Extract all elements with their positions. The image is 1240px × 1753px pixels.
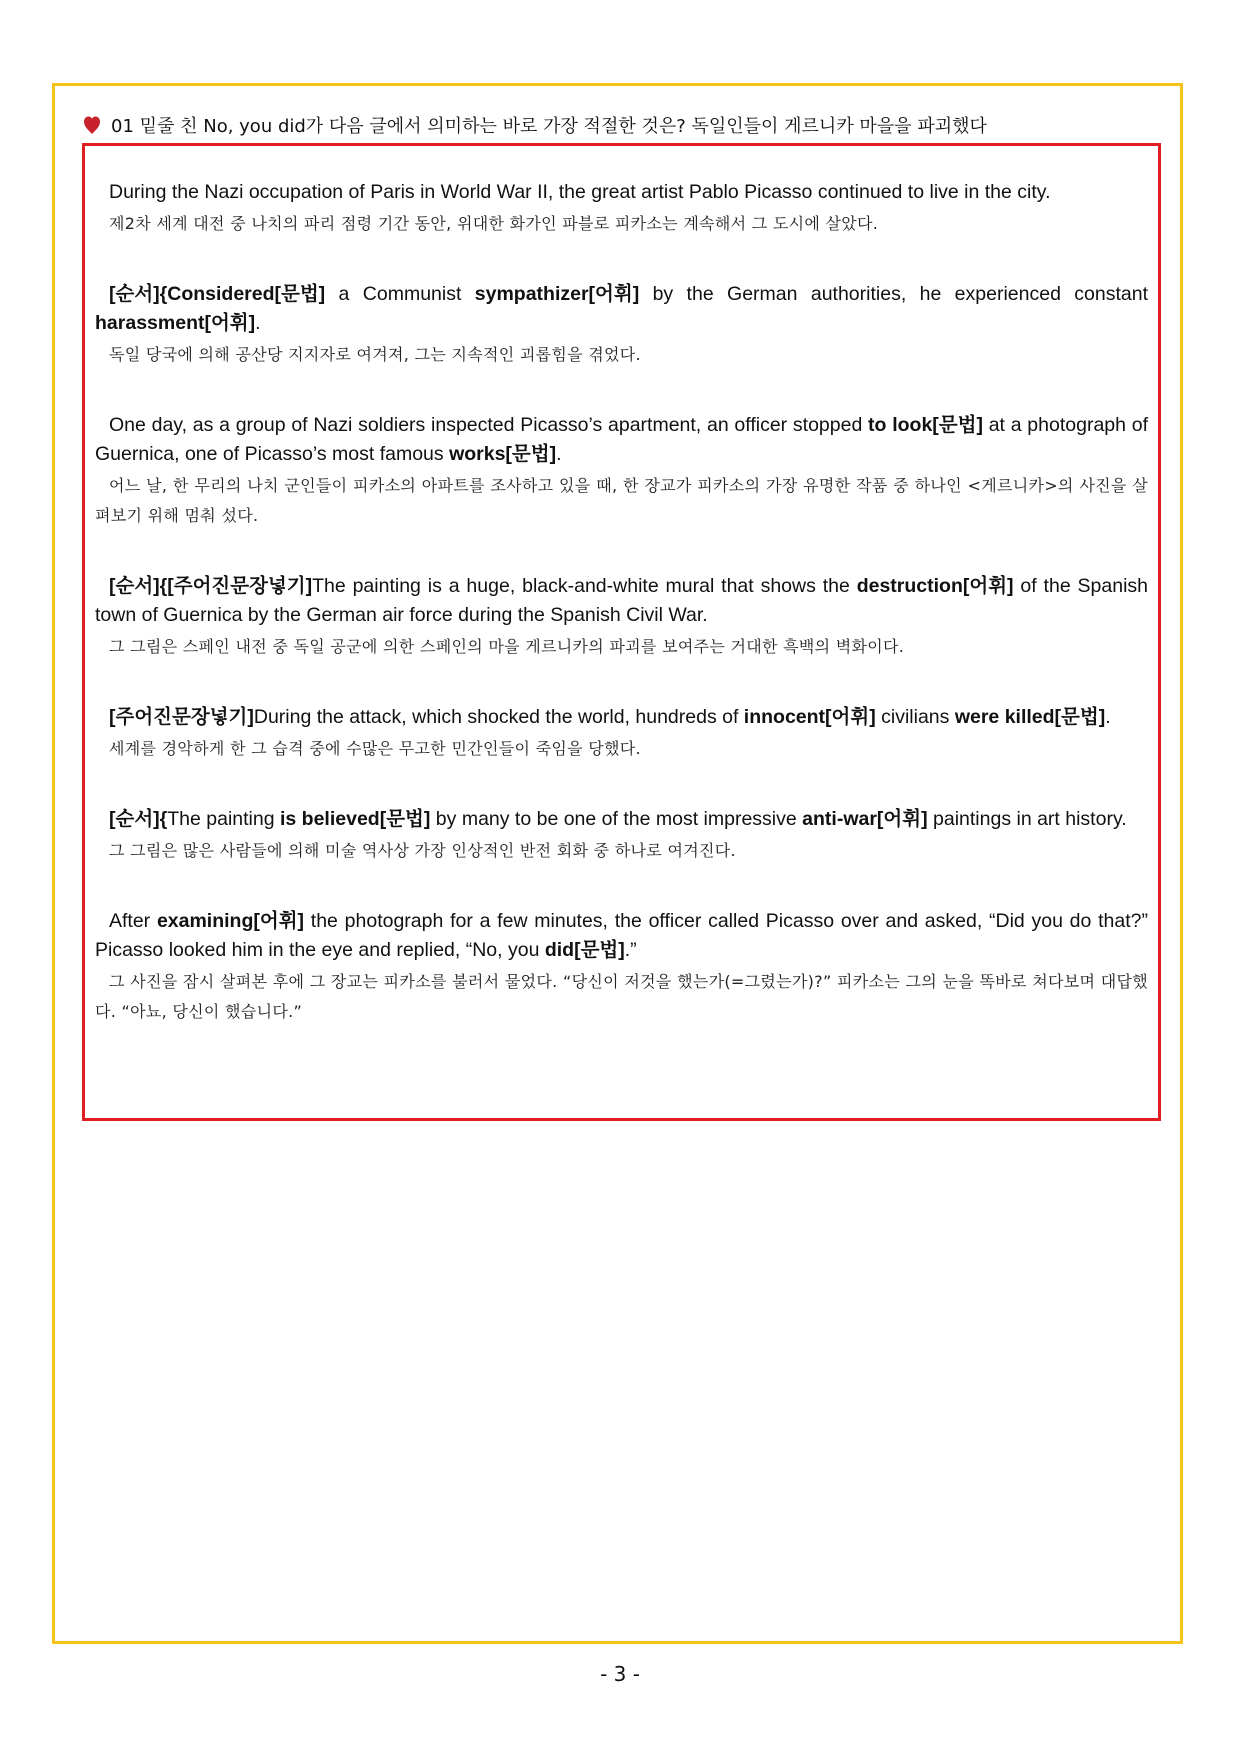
sentence-block (95, 572, 1148, 662)
sentence-text: During the attack, which shocked the world, hundreds of (253, 706, 744, 728)
english-sentence (95, 572, 1148, 630)
korean-translation: 그 그림은 스페인 내전 중 독일 공군에 의한 스페인의 마을 게르니카의 파괴를 보여주는 거대한 흑백의 벽화이다. (109, 637, 905, 656)
sentence-text: After (109, 910, 157, 932)
korean-translation: 독일 당국에 의해 공산당 지지자로 여겨져, 그는 지속적인 괴롭힘을 겪었다. (109, 345, 641, 364)
sentence-text: .” (624, 939, 637, 961)
sentence-block (95, 703, 1148, 764)
annotated-term: [순서]{ (109, 808, 168, 830)
annotated-term: examining[어휘] (156, 910, 305, 932)
korean-translation: 제2차 세계 대전 중 나치의 파리 점령 기간 동안, 위대한 화가인 파블로 피카소는 계속해서 그 도시에 살았다. (109, 214, 879, 233)
english-sentence (95, 907, 1148, 965)
annotated-term: did[문법] (544, 939, 625, 961)
sentence-text: at a photograph of Guernica, one of Picasso’s most famous (95, 414, 1148, 465)
sentence-text: the photograph for a few minutes, the officer called Picasso over and asked, “Did you do that?” Picasso looked him in the eye and replied, “No, you (95, 910, 1148, 961)
sentence-text: The painting (167, 808, 280, 830)
sentence-text: The painting is a huge, black-and-white mural that shows the (312, 575, 857, 597)
sentence-block (95, 411, 1148, 531)
annotated-term: sympathizer[어휘] (474, 283, 640, 305)
sentence-text: During the Nazi occupation of Paris in World War II, the great artist Pablo Picasso continued to live in the city. (109, 181, 1051, 203)
annotated-term: works[문법] (449, 443, 557, 465)
sentence-text: . (556, 443, 562, 465)
sentence-text: a Communist (325, 283, 475, 305)
korean-translation: 세계를 경악하게 한 그 습격 중에 수많은 무고한 민간인들이 죽임을 당했다. (109, 739, 641, 758)
annotated-term: harassment[어휘] (95, 312, 256, 334)
english-sentence (95, 178, 1148, 207)
sentence-text: . (1105, 706, 1111, 728)
sentence-block (95, 178, 1148, 239)
annotated-term: anti-war[어휘] (802, 808, 928, 830)
annotated-term: to look[문법] (868, 414, 983, 436)
question-header (83, 112, 987, 138)
annotated-term: [주어진문장넣기] (109, 706, 254, 728)
sentence-text: . (255, 312, 261, 334)
page-number: - 3 - (600, 1662, 640, 1686)
sentence-block (95, 907, 1148, 1027)
sentence-text: by many to be one of the most impressive (430, 808, 803, 830)
sentence-block (95, 280, 1148, 370)
sentence-text: of the Spanish town of Guernica by the German air force during the Spanish Civil War. (95, 575, 1149, 626)
sentence-block (95, 805, 1148, 866)
question-text: 01 밑줄 친 No, you did가 다음 글에서 의미하는 바로 가장 적절한 것은? 독일인들이 게르니카 마을을 파괴했다 (111, 116, 987, 137)
korean-translation: 어느 날, 한 무리의 나치 군인들이 피카소의 아파트를 조사하고 있을 때, 한 장교가 피카소의 가장 유명한 작품 중 하나인 <게르니카>의 사진을 살펴보기 위해 멈춰 섰다. (95, 476, 1148, 525)
annotated-term: innocent[어휘] (743, 706, 876, 728)
sentence-text: by the German authorities, he experienced constant (639, 283, 1149, 305)
annotated-term: destruction[어휘] (856, 575, 1014, 597)
korean-translation: 그 사진을 잠시 살펴본 후에 그 장교는 피카소를 불러서 물었다. “당신이 저것을 했는가(=그렸는가)?” 피카소는 그의 눈을 똑바로 쳐다보며 대답했다. “아뇨, 당신이 했습니다.” (95, 972, 1148, 1021)
english-sentence (95, 280, 1148, 338)
sentence-text: One day, as a group of Nazi soldiers inspected Picasso’s apartment, an officer stopped (109, 414, 869, 436)
annotated-term: is believed[문법] (280, 808, 431, 830)
annotated-term: [순서]{[주어진문장넣기] (109, 575, 313, 597)
passage-box (82, 143, 1161, 1121)
annotated-term: were killed[문법] (954, 706, 1106, 728)
korean-translation: 그 그림은 많은 사람들에 의해 미술 역사상 가장 인상적인 반전 회화 중 하나로 여겨진다. (109, 841, 736, 860)
english-sentence (95, 411, 1148, 469)
sentence-text: civilians (875, 706, 955, 728)
english-sentence (95, 703, 1148, 732)
heart-bullet-icon (83, 115, 101, 135)
annotated-term: [순서]{Considered[문법] (109, 283, 326, 305)
sentence-text: paintings in art history. (927, 808, 1127, 830)
english-sentence (95, 805, 1148, 834)
